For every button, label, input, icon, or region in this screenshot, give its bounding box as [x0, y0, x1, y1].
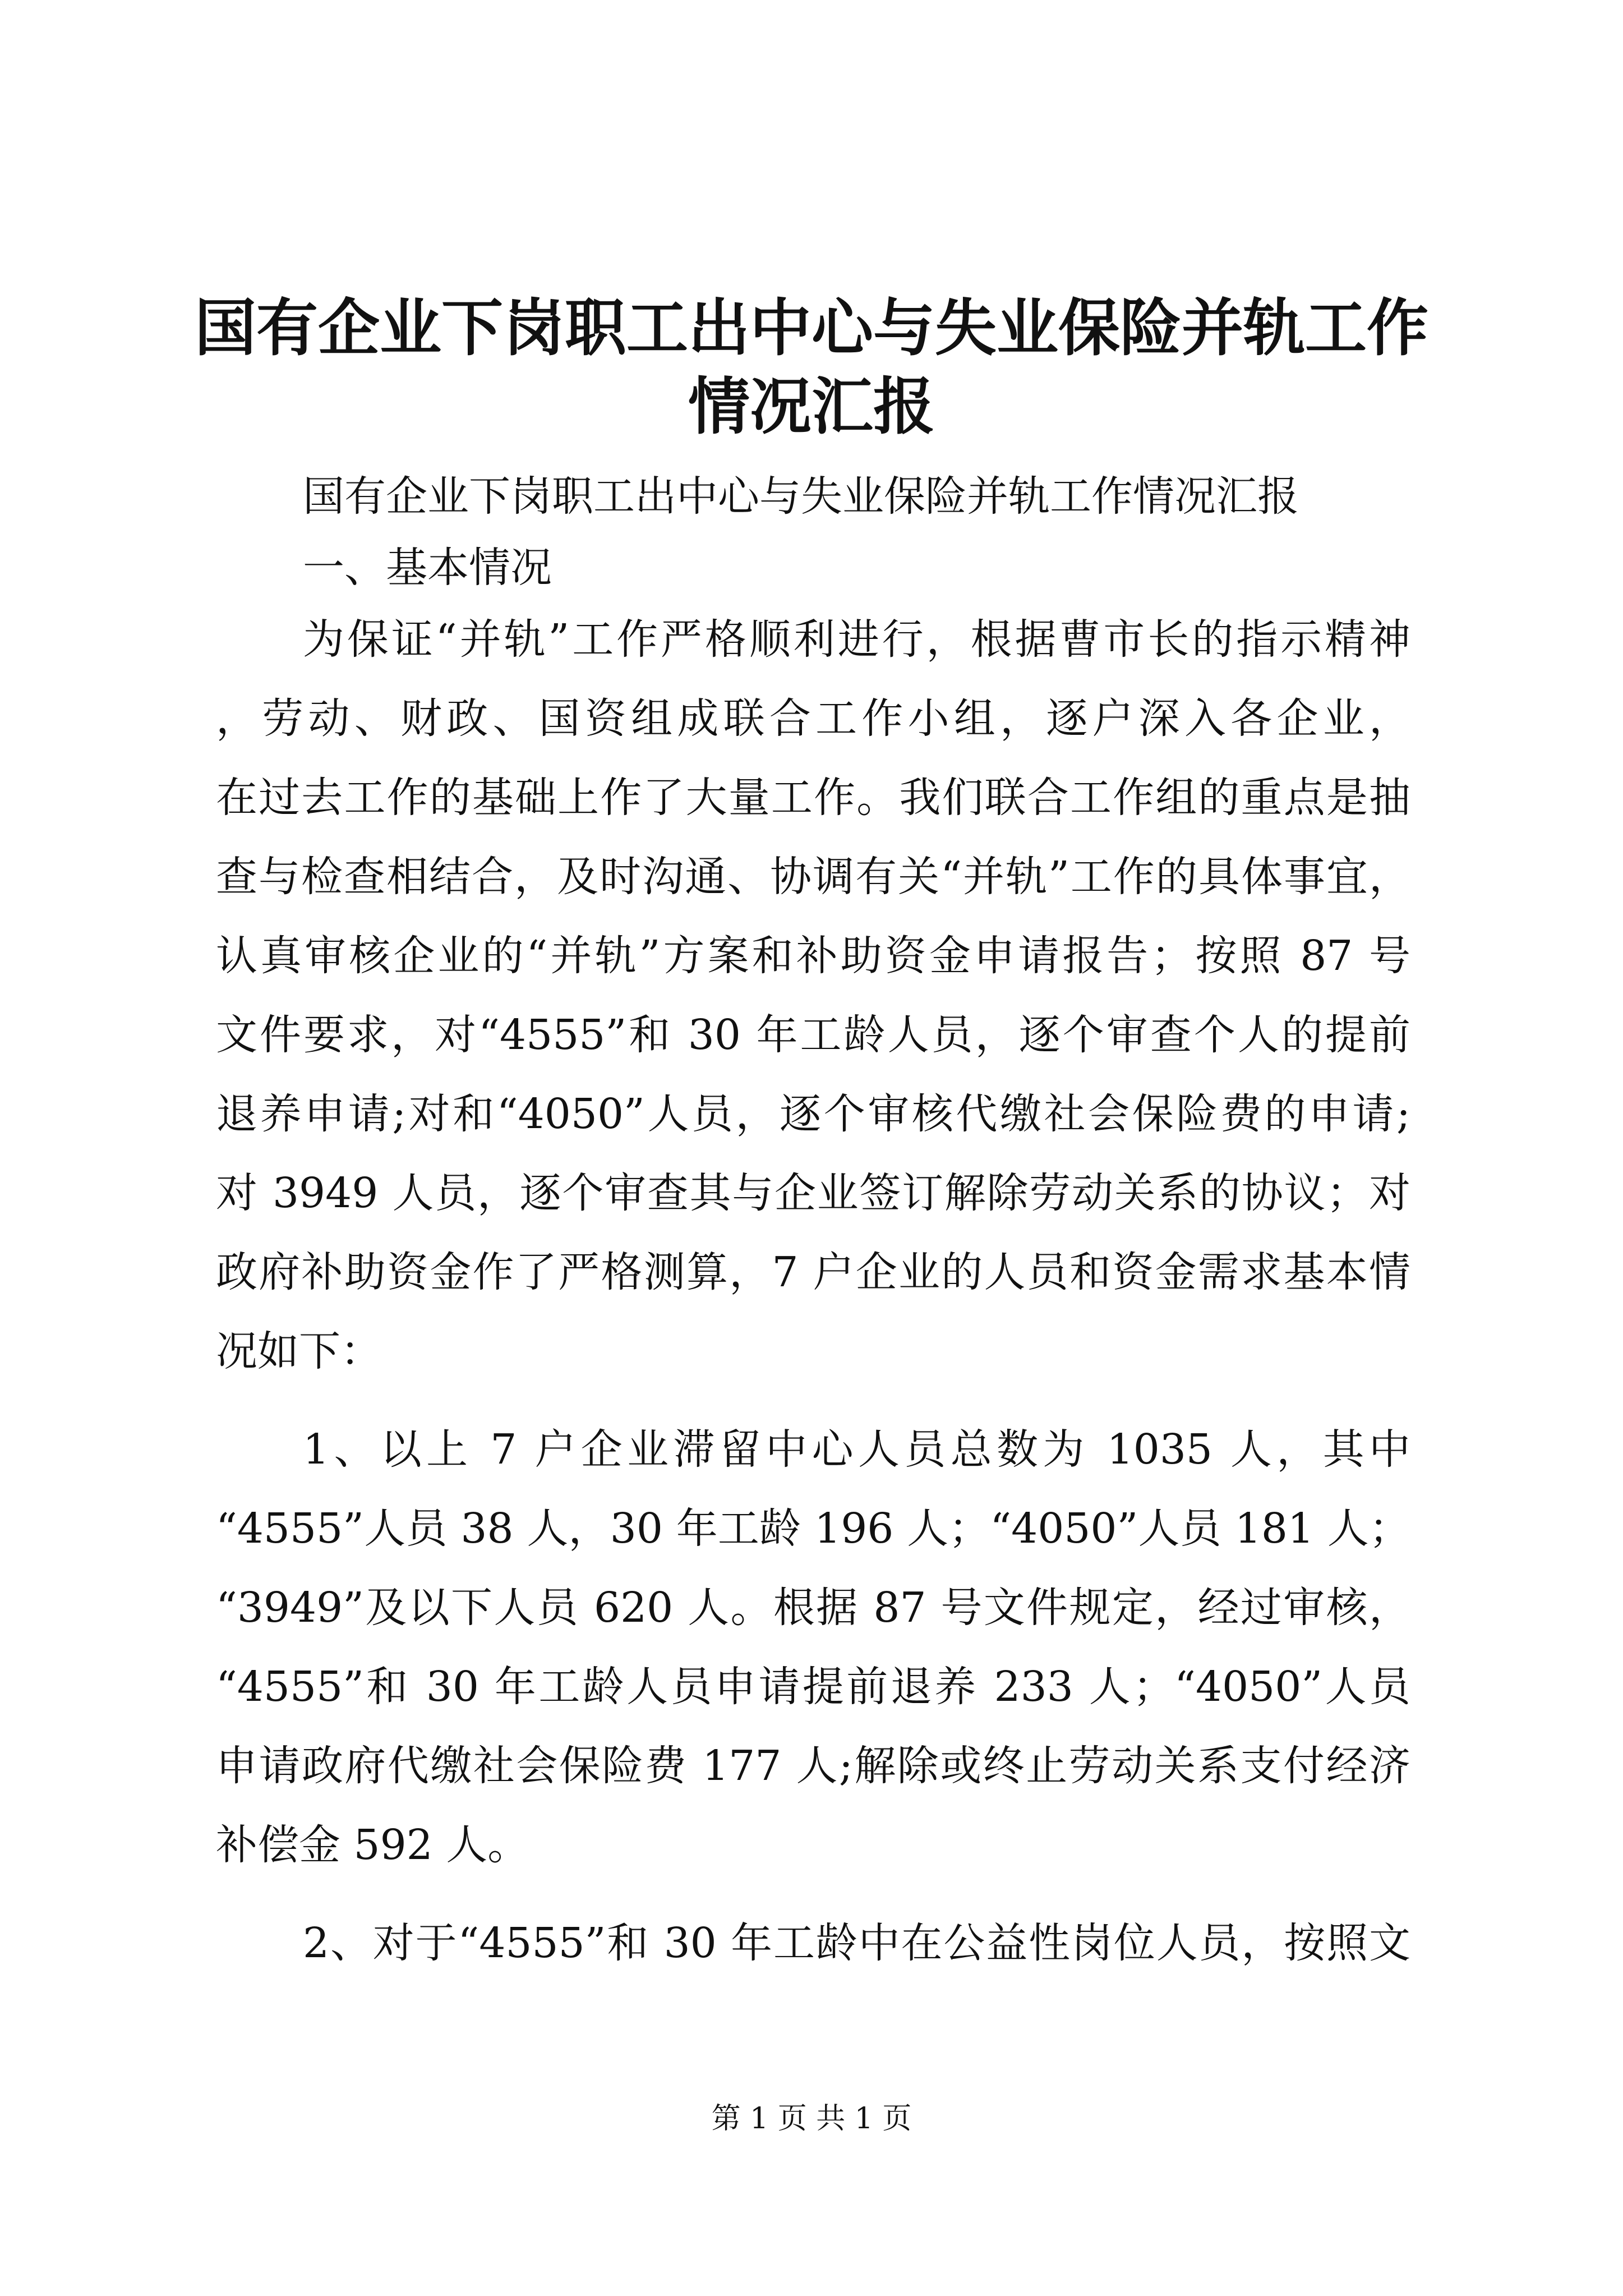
- paragraph-line: 1、以上 7 户企业滞留中心人员总数为 1035 人，其中: [303, 1425, 1410, 1474]
- paragraph-line: 退养申请;对和“4050”人员，逐个审核代缴社会保险费的申请;: [216, 1090, 1410, 1138]
- document-subtitle: 国有企业下岗职工出中心与失业保险并轨工作情况汇报: [303, 472, 1299, 521]
- paragraph-line: 政府补助资金作了严格测算，7 户企业的人员和资金需求基本情: [216, 1248, 1410, 1296]
- paragraph-line: 对 3949 人员，逐个审查其与企业签订解除劳动关系的协议；对: [216, 1169, 1410, 1217]
- paragraph-line: 文件要求，对“4555”和 30 年工龄人员，逐个审查个人的提前: [216, 1011, 1410, 1059]
- paragraph-line: 查与检查相结合，及时沟通、协调有关“并轨”工作的具体事宜，: [216, 853, 1410, 901]
- paragraph-line: 况如下：: [216, 1327, 382, 1375]
- paragraph-line: “3949”及以下人员 620 人。根据 87 号文件规定，经过审核，: [216, 1584, 1410, 1632]
- document-title-line-2: 情况汇报: [688, 370, 935, 443]
- paragraph-line: 申请政府代缴社会保险费 177 人;解除或终止劳动关系支付经济: [216, 1742, 1410, 1790]
- paragraph-line: “4555”和 30 年工龄人员申请提前退养 233 人；“4050”人员: [216, 1663, 1410, 1711]
- document-title-line-1: 国有企业下岗职工出中心与失业保险并轨工作: [195, 292, 1428, 364]
- paragraph-line: 为保证“并轨”工作严格顺利进行，根据曹市长的指示精神: [303, 615, 1410, 664]
- paragraph-line: 认真审核企业的“并轨”方案和补助资金申请报告；按照 87 号: [216, 932, 1410, 980]
- page-footer: 第 1 页 共 1 页: [711, 2102, 912, 2136]
- paragraph-line: 在过去工作的基础上作了大量工作。我们联合工作组的重点是抽: [216, 774, 1410, 822]
- paragraph-line: “4555”人员 38 人，30 年工龄 196 人；“4050”人员 181 人；: [216, 1504, 1410, 1553]
- paragraph-line: ，劳动、财政、国资组成联合工作小组，逐户深入各企业，: [216, 694, 1410, 743]
- paragraph-line: 2、对于“4555”和 30 年工龄中在公益性岗位人员，按照文: [303, 1919, 1410, 1967]
- section-heading-basic-situation: 一、基本情况: [303, 544, 552, 592]
- paragraph-line: 补偿金 592 人。: [216, 1821, 529, 1869]
